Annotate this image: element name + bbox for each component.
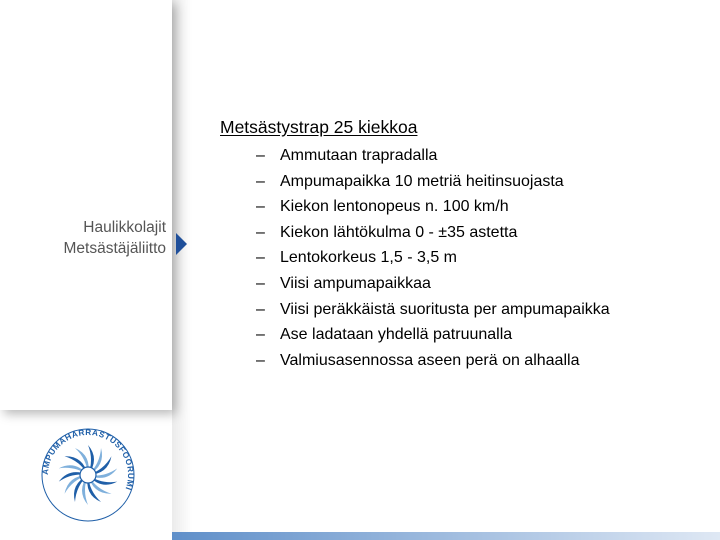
bullet-text: Lentokorkeus 1,5 - 3,5 m [280,249,457,267]
bullet-dash: – [256,223,265,241]
side-panel-shadow [172,0,192,540]
bullet-dash: – [256,326,265,344]
bullet-item [256,299,610,325]
bullet-item [256,196,610,222]
bullet-dash: – [256,147,265,164]
bullet-item [256,247,610,273]
bullet-text: Valmiusasennossa aseen perä on alhaalla [280,351,580,369]
side-title-line-1: Haulikkolajit [83,219,166,236]
bullet-text: Ammutaan trapradalla [280,147,438,164]
bullet-dash: – [256,351,265,369]
bullet-text: Ase ladataan yhdellä patruunalla [280,326,513,344]
bullet-item [256,145,610,171]
bullet-dash: – [256,249,265,267]
slide-heading: Metsästystrap 25 kiekkoa [220,117,418,137]
bullet-dash: – [256,300,265,318]
side-title-line-2: Metsästäjäliitto [63,240,166,257]
bottom-accent-bar [172,532,720,540]
bullet-item [256,273,610,299]
arrow-marker-icon [176,233,187,255]
bullet-item [256,222,610,248]
bullet-item [256,171,610,197]
ampumaharrastusfoorumi-logo-icon [38,425,138,525]
bullet-text: Viisi ampumapaikkaa [280,274,431,292]
bullet-text: Kiekon lähtökulma 0 - ±35 astetta [280,223,518,241]
bullet-item [256,324,610,350]
bullet-list [256,145,610,375]
bullet-text: Viisi peräkkäistä suoritusta per ampumapaikka [280,300,610,318]
bullet-dash: – [256,198,265,216]
bullet-text: Kiekon lentonopeus n. 100 km/h [280,198,509,216]
bullet-item [256,350,610,376]
side-title [63,217,166,259]
logo-ring-text: AMPUMAHARRASTUSFOORUMI [40,427,136,492]
bullet-text: Ampumapaikka 10 metriä heitinsuojasta [280,172,564,190]
bullet-dash: – [256,172,265,190]
side-panel [0,0,172,410]
bullet-dash: – [256,274,265,292]
